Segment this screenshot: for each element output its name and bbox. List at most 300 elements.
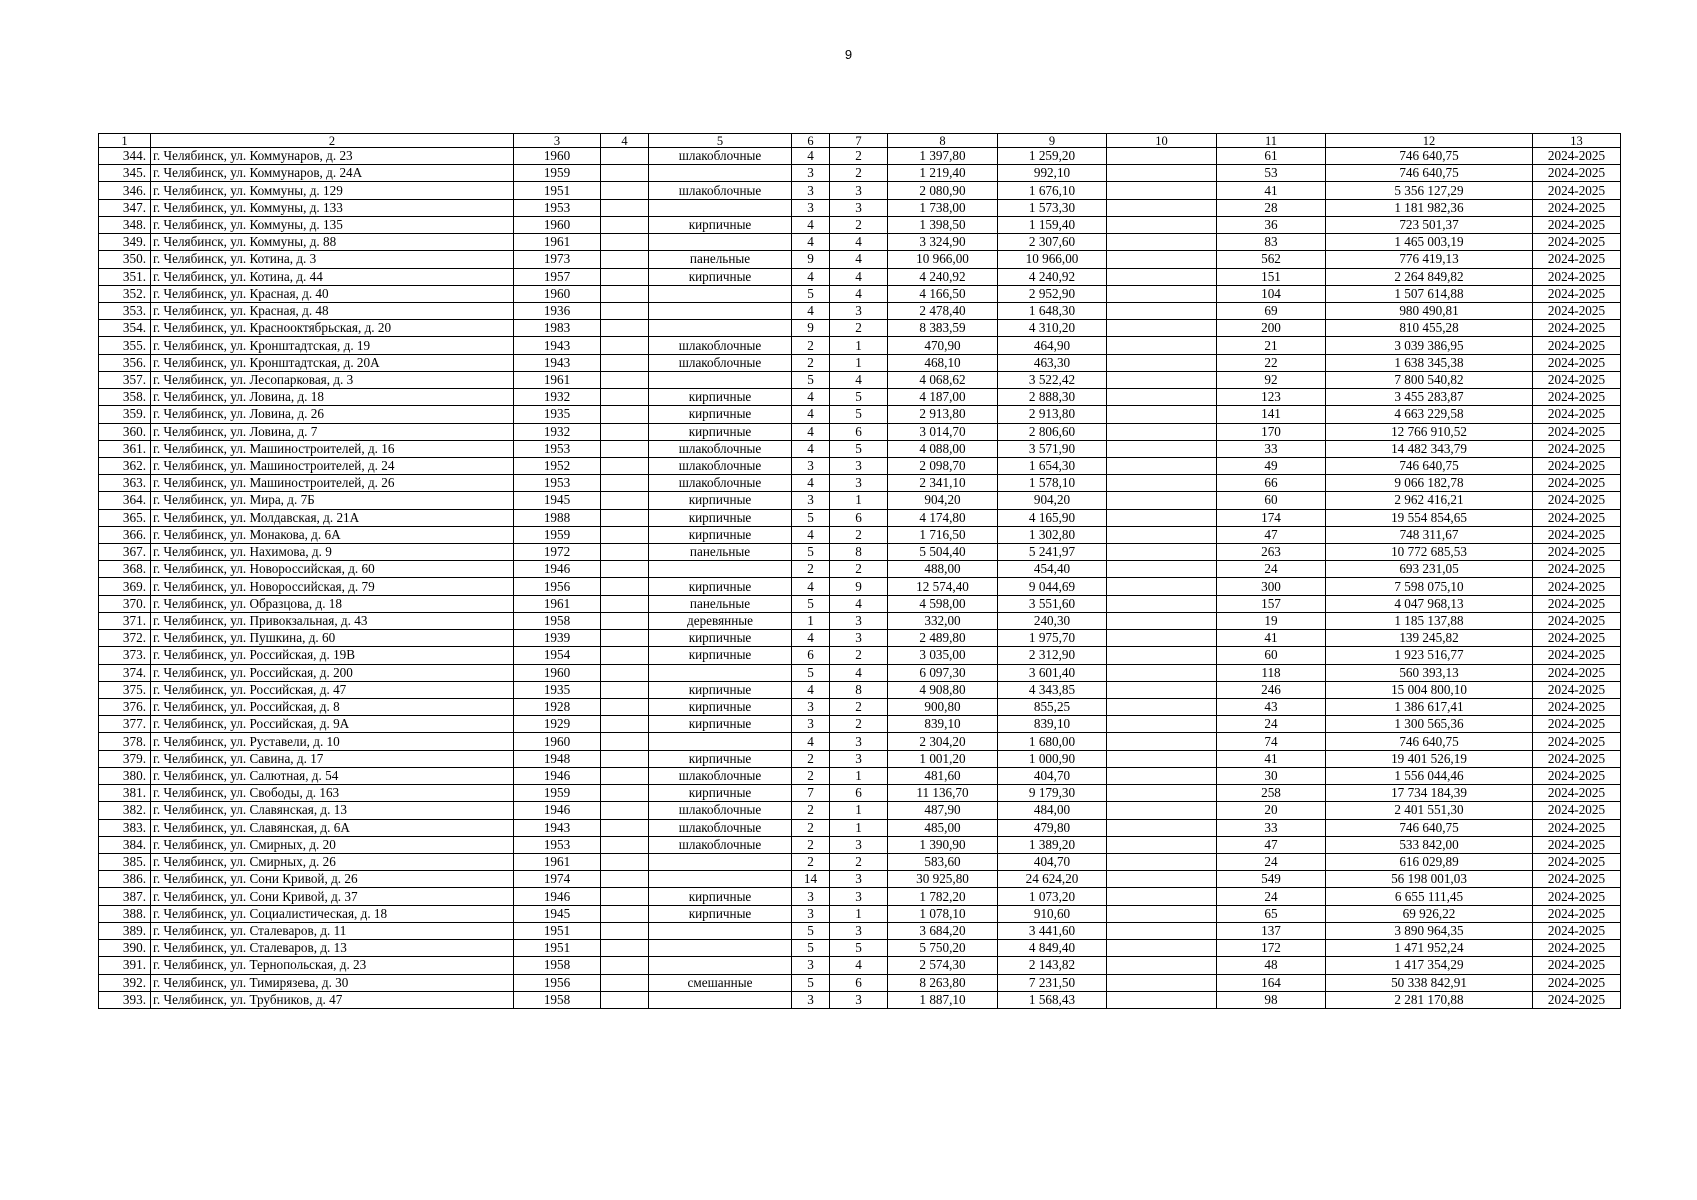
- cell-col-4: [601, 389, 649, 406]
- cell-col-4: [601, 251, 649, 268]
- cell-residents: 65: [1217, 905, 1326, 922]
- cell-period: 2024-2025: [1533, 647, 1621, 664]
- cell-total-area: 488,00: [888, 561, 998, 578]
- cell-address: г. Челябинск, ул. Смирных, д. 26: [151, 853, 514, 870]
- cell-period: 2024-2025: [1533, 354, 1621, 371]
- cell-living-area: 855,25: [998, 699, 1107, 716]
- cell-year-built: 1961: [514, 853, 601, 870]
- cell-residents: 151: [1217, 268, 1326, 285]
- cell-entrances: 1: [830, 337, 888, 354]
- cell-total-area: 1 397,80: [888, 148, 998, 165]
- cell-col-4: [601, 320, 649, 337]
- cell-floors: 4: [792, 526, 830, 543]
- cell-wall-material: шлакоблочные: [649, 457, 792, 474]
- cell-living-area: 904,20: [998, 492, 1107, 509]
- table-row: [99, 905, 1621, 922]
- cell-year-built: 1972: [514, 544, 601, 561]
- cell-row-number: 388.: [99, 905, 151, 922]
- cell-residents: 141: [1217, 406, 1326, 423]
- cell-cost: 616 029,89: [1326, 853, 1533, 870]
- cell-col-4: [601, 509, 649, 526]
- cell-row-number: 363.: [99, 475, 151, 492]
- cell-entrances: 1: [830, 802, 888, 819]
- table-row: [99, 526, 1621, 543]
- cell-period: 2024-2025: [1533, 767, 1621, 784]
- cell-row-number: 383.: [99, 819, 151, 836]
- cell-row-number: 387.: [99, 888, 151, 905]
- cell-living-area: 1 259,20: [998, 148, 1107, 165]
- cell-col-4: [601, 733, 649, 750]
- cell-row-number: 377.: [99, 716, 151, 733]
- cell-year-built: 1951: [514, 922, 601, 939]
- cell-year-built: 1959: [514, 165, 601, 182]
- cell-total-area: 470,90: [888, 337, 998, 354]
- cell-floors: 2: [792, 561, 830, 578]
- cell-address: г. Челябинск, ул. Трубников, д. 47: [151, 991, 514, 1008]
- cell-year-built: 1946: [514, 767, 601, 784]
- cell-living-area: 9 179,30: [998, 785, 1107, 802]
- cell-year-built: 1974: [514, 871, 601, 888]
- cell-row-number: 370.: [99, 595, 151, 612]
- cell-residents: 53: [1217, 165, 1326, 182]
- cell-period: 2024-2025: [1533, 234, 1621, 251]
- cell-row-number: 358.: [99, 389, 151, 406]
- cell-residents: 41: [1217, 750, 1326, 767]
- column-header: 11: [1217, 134, 1326, 148]
- cell-year-built: 1935: [514, 681, 601, 698]
- cell-total-area: 1 398,50: [888, 216, 998, 233]
- cell-residents: 19: [1217, 612, 1326, 629]
- cell-living-area: 992,10: [998, 165, 1107, 182]
- cell-col-10: [1107, 475, 1217, 492]
- cell-address: г. Челябинск, ул. Российская, д. 47: [151, 681, 514, 698]
- cell-col-4: [601, 630, 649, 647]
- cell-wall-material: кирпичные: [649, 750, 792, 767]
- cell-wall-material: панельные: [649, 595, 792, 612]
- cell-col-4: [601, 699, 649, 716]
- cell-living-area: 484,00: [998, 802, 1107, 819]
- cell-period: 2024-2025: [1533, 526, 1621, 543]
- cell-cost: 746 640,75: [1326, 733, 1533, 750]
- cell-row-number: 351.: [99, 268, 151, 285]
- cell-residents: 123: [1217, 389, 1326, 406]
- cell-cost: 723 501,37: [1326, 216, 1533, 233]
- table-row: [99, 767, 1621, 784]
- cell-residents: 200: [1217, 320, 1326, 337]
- cell-row-number: 376.: [99, 699, 151, 716]
- cell-period: 2024-2025: [1533, 148, 1621, 165]
- cell-total-area: 487,90: [888, 802, 998, 819]
- cell-period: 2024-2025: [1533, 905, 1621, 922]
- cell-address: г. Челябинск, ул. Кронштадтская, д. 19: [151, 337, 514, 354]
- cell-entrances: 5: [830, 406, 888, 423]
- cell-living-area: 1 648,30: [998, 302, 1107, 319]
- cell-floors: 4: [792, 578, 830, 595]
- cell-total-area: 3 035,00: [888, 647, 998, 664]
- table-row: [99, 819, 1621, 836]
- cell-cost: 693 231,05: [1326, 561, 1533, 578]
- cell-entrances: 4: [830, 371, 888, 388]
- cell-year-built: 1960: [514, 664, 601, 681]
- cell-col-4: [601, 182, 649, 199]
- cell-entrances: 4: [830, 234, 888, 251]
- cell-wall-material: [649, 234, 792, 251]
- cell-floors: 5: [792, 285, 830, 302]
- cell-col-10: [1107, 199, 1217, 216]
- cell-total-area: 5 750,20: [888, 940, 998, 957]
- cell-col-4: [601, 285, 649, 302]
- cell-period: 2024-2025: [1533, 251, 1621, 268]
- cell-entrances: 3: [830, 630, 888, 647]
- cell-living-area: 1 073,20: [998, 888, 1107, 905]
- page-number: 9: [844, 47, 853, 62]
- cell-total-area: 4 240,92: [888, 268, 998, 285]
- cell-cost: 533 842,00: [1326, 836, 1533, 853]
- cell-address: г. Челябинск, ул. Тернопольская, д. 23: [151, 957, 514, 974]
- cell-period: 2024-2025: [1533, 922, 1621, 939]
- cell-period: 2024-2025: [1533, 337, 1621, 354]
- cell-residents: 48: [1217, 957, 1326, 974]
- cell-total-area: 4 598,00: [888, 595, 998, 612]
- table-row: [99, 371, 1621, 388]
- cell-entrances: 3: [830, 475, 888, 492]
- table-row: [99, 182, 1621, 199]
- cell-period: 2024-2025: [1533, 612, 1621, 629]
- cell-wall-material: [649, 320, 792, 337]
- cell-entrances: 2: [830, 853, 888, 870]
- cell-entrances: 5: [830, 440, 888, 457]
- cell-entrances: 1: [830, 354, 888, 371]
- cell-cost: 1 471 952,24: [1326, 940, 1533, 957]
- cell-cost: 1 300 565,36: [1326, 716, 1533, 733]
- cell-living-area: 1 654,30: [998, 457, 1107, 474]
- cell-row-number: 380.: [99, 767, 151, 784]
- cell-cost: 14 482 343,79: [1326, 440, 1533, 457]
- cell-entrances: 9: [830, 578, 888, 595]
- cell-period: 2024-2025: [1533, 888, 1621, 905]
- cell-floors: 5: [792, 940, 830, 957]
- cell-residents: 41: [1217, 182, 1326, 199]
- table-row: [99, 991, 1621, 1008]
- cell-floors: 5: [792, 544, 830, 561]
- cell-col-10: [1107, 905, 1217, 922]
- cell-living-area: 2 312,90: [998, 647, 1107, 664]
- cell-total-area: 4 174,80: [888, 509, 998, 526]
- cell-row-number: 362.: [99, 457, 151, 474]
- cell-year-built: 1943: [514, 337, 601, 354]
- cell-row-number: 346.: [99, 182, 151, 199]
- cell-col-10: [1107, 957, 1217, 974]
- cell-living-area: 1 573,30: [998, 199, 1107, 216]
- cell-total-area: 5 504,40: [888, 544, 998, 561]
- cell-floors: 4: [792, 406, 830, 423]
- table-row: [99, 354, 1621, 371]
- cell-floors: 5: [792, 509, 830, 526]
- cell-cost: 7 598 075,10: [1326, 578, 1533, 595]
- cell-col-10: [1107, 234, 1217, 251]
- table-row: [99, 612, 1621, 629]
- cell-entrances: 1: [830, 819, 888, 836]
- cell-wall-material: [649, 664, 792, 681]
- table-row: [99, 148, 1621, 165]
- cell-residents: 258: [1217, 785, 1326, 802]
- cell-col-4: [601, 526, 649, 543]
- cell-total-area: 332,00: [888, 612, 998, 629]
- cell-address: г. Челябинск, ул. Савина, д. 17: [151, 750, 514, 767]
- cell-row-number: 374.: [99, 664, 151, 681]
- cell-period: 2024-2025: [1533, 561, 1621, 578]
- cell-col-10: [1107, 681, 1217, 698]
- cell-wall-material: кирпичные: [649, 268, 792, 285]
- cell-entrances: 2: [830, 165, 888, 182]
- column-header: 1: [99, 134, 151, 148]
- column-number-header-row: [99, 134, 1621, 148]
- cell-cost: 5 356 127,29: [1326, 182, 1533, 199]
- cell-row-number: 357.: [99, 371, 151, 388]
- column-header: 5: [649, 134, 792, 148]
- cell-total-area: 583,60: [888, 853, 998, 870]
- cell-total-area: 2 489,80: [888, 630, 998, 647]
- cell-living-area: 3 571,90: [998, 440, 1107, 457]
- cell-row-number: 384.: [99, 836, 151, 853]
- cell-address: г. Челябинск, ул. Салютная, д. 54: [151, 767, 514, 784]
- cell-year-built: 1946: [514, 561, 601, 578]
- cell-wall-material: [649, 922, 792, 939]
- cell-col-10: [1107, 544, 1217, 561]
- cell-entrances: 1: [830, 767, 888, 784]
- cell-wall-material: [649, 302, 792, 319]
- cell-entrances: 2: [830, 699, 888, 716]
- cell-entrances: 4: [830, 251, 888, 268]
- cell-cost: 1 185 137,88: [1326, 612, 1533, 629]
- table-row: [99, 871, 1621, 888]
- table-row: [99, 544, 1621, 561]
- cell-wall-material: [649, 940, 792, 957]
- cell-floors: 4: [792, 268, 830, 285]
- cell-row-number: 392.: [99, 974, 151, 991]
- cell-address: г. Челябинск, ул. Краснооктябрьская, д. 20: [151, 320, 514, 337]
- cell-row-number: 393.: [99, 991, 151, 1008]
- cell-floors: 4: [792, 302, 830, 319]
- cell-row-number: 359.: [99, 406, 151, 423]
- cell-cost: 1 638 345,38: [1326, 354, 1533, 371]
- cell-floors: 3: [792, 905, 830, 922]
- cell-total-area: 2 341,10: [888, 475, 998, 492]
- cell-col-4: [601, 957, 649, 974]
- cell-entrances: 4: [830, 595, 888, 612]
- cell-floors: 4: [792, 423, 830, 440]
- cell-floors: 4: [792, 216, 830, 233]
- cell-total-area: 10 966,00: [888, 251, 998, 268]
- cell-floors: 3: [792, 199, 830, 216]
- cell-living-area: 7 231,50: [998, 974, 1107, 991]
- cell-address: г. Челябинск, ул. Коммуны, д. 129: [151, 182, 514, 199]
- cell-address: г. Челябинск, ул. Российская, д. 19В: [151, 647, 514, 664]
- cell-year-built: 1988: [514, 509, 601, 526]
- cell-total-area: 6 097,30: [888, 664, 998, 681]
- cell-cost: 748 311,67: [1326, 526, 1533, 543]
- column-header: 3: [514, 134, 601, 148]
- cell-row-number: 361.: [99, 440, 151, 457]
- cell-entrances: 5: [830, 389, 888, 406]
- cell-address: г. Челябинск, ул. Коммунаров, д. 24А: [151, 165, 514, 182]
- cell-cost: 19 401 526,19: [1326, 750, 1533, 767]
- cell-period: 2024-2025: [1533, 371, 1621, 388]
- cell-col-4: [601, 234, 649, 251]
- cell-address: г. Челябинск, ул. Лесопарковая, д. 3: [151, 371, 514, 388]
- cell-living-area: 1 568,43: [998, 991, 1107, 1008]
- cell-living-area: 1 676,10: [998, 182, 1107, 199]
- cell-wall-material: кирпичные: [649, 406, 792, 423]
- cell-address: г. Челябинск, ул. Сони Кривой, д. 26: [151, 871, 514, 888]
- cell-floors: 3: [792, 165, 830, 182]
- cell-address: г. Челябинск, ул. Коммуны, д. 133: [151, 199, 514, 216]
- column-header: 6: [792, 134, 830, 148]
- cell-col-10: [1107, 630, 1217, 647]
- column-header: 9: [998, 134, 1107, 148]
- cell-col-4: [601, 595, 649, 612]
- cell-residents: 300: [1217, 578, 1326, 595]
- cell-period: 2024-2025: [1533, 440, 1621, 457]
- cell-year-built: 1932: [514, 389, 601, 406]
- cell-address: г. Челябинск, ул. Котина, д. 44: [151, 268, 514, 285]
- cell-entrances: 2: [830, 716, 888, 733]
- cell-cost: 746 640,75: [1326, 165, 1533, 182]
- cell-row-number: 373.: [99, 647, 151, 664]
- table-row: [99, 664, 1621, 681]
- cell-year-built: 1958: [514, 991, 601, 1008]
- cell-living-area: 10 966,00: [998, 251, 1107, 268]
- cell-year-built: 1961: [514, 371, 601, 388]
- cell-floors: 3: [792, 716, 830, 733]
- cell-residents: 172: [1217, 940, 1326, 957]
- cell-entrances: 3: [830, 888, 888, 905]
- table-row: [99, 595, 1621, 612]
- cell-period: 2024-2025: [1533, 733, 1621, 750]
- table-row: [99, 750, 1621, 767]
- table-row: [99, 681, 1621, 698]
- cell-living-area: 1 000,90: [998, 750, 1107, 767]
- cell-residents: 41: [1217, 630, 1326, 647]
- cell-cost: 980 490,81: [1326, 302, 1533, 319]
- cell-cost: 2 281 170,88: [1326, 991, 1533, 1008]
- cell-entrances: 3: [830, 922, 888, 939]
- cell-total-area: 30 925,80: [888, 871, 998, 888]
- cell-floors: 4: [792, 148, 830, 165]
- cell-wall-material: [649, 165, 792, 182]
- cell-col-10: [1107, 767, 1217, 784]
- cell-wall-material: [649, 957, 792, 974]
- cell-wall-material: панельные: [649, 544, 792, 561]
- cell-floors: 4: [792, 389, 830, 406]
- table-row: [99, 285, 1621, 302]
- cell-period: 2024-2025: [1533, 716, 1621, 733]
- table-row: [99, 561, 1621, 578]
- cell-cost: 139 245,82: [1326, 630, 1533, 647]
- column-header: 4: [601, 134, 649, 148]
- cell-col-10: [1107, 492, 1217, 509]
- cell-cost: 19 554 854,65: [1326, 509, 1533, 526]
- cell-floors: 3: [792, 888, 830, 905]
- table-row: [99, 630, 1621, 647]
- cell-col-10: [1107, 165, 1217, 182]
- cell-entrances: 2: [830, 526, 888, 543]
- cell-total-area: 12 574,40: [888, 578, 998, 595]
- cell-wall-material: [649, 853, 792, 870]
- cell-cost: 4 663 229,58: [1326, 406, 1533, 423]
- cell-year-built: 1973: [514, 251, 601, 268]
- cell-living-area: 2 806,60: [998, 423, 1107, 440]
- cell-col-4: [601, 337, 649, 354]
- cell-cost: 56 198 001,03: [1326, 871, 1533, 888]
- cell-entrances: 1: [830, 905, 888, 922]
- table-row: [99, 802, 1621, 819]
- table-row: [99, 199, 1621, 216]
- table-row: [99, 302, 1621, 319]
- cell-period: 2024-2025: [1533, 578, 1621, 595]
- cell-wall-material: кирпичные: [649, 785, 792, 802]
- cell-year-built: 1956: [514, 578, 601, 595]
- cell-living-area: 463,30: [998, 354, 1107, 371]
- cell-residents: 164: [1217, 974, 1326, 991]
- cell-wall-material: деревянные: [649, 612, 792, 629]
- cell-col-10: [1107, 526, 1217, 543]
- cell-living-area: 9 044,69: [998, 578, 1107, 595]
- cell-total-area: 11 136,70: [888, 785, 998, 802]
- cell-col-10: [1107, 251, 1217, 268]
- cell-year-built: 1952: [514, 457, 601, 474]
- cell-address: г. Челябинск, ул. Сталеваров, д. 11: [151, 922, 514, 939]
- cell-entrances: 3: [830, 302, 888, 319]
- cell-col-10: [1107, 836, 1217, 853]
- cell-living-area: 3 601,40: [998, 664, 1107, 681]
- cell-col-10: [1107, 991, 1217, 1008]
- cell-living-area: 4 310,20: [998, 320, 1107, 337]
- cell-year-built: 1953: [514, 440, 601, 457]
- cell-col-4: [601, 354, 649, 371]
- cell-floors: 9: [792, 251, 830, 268]
- table-row: [99, 457, 1621, 474]
- table-row: [99, 853, 1621, 870]
- cell-total-area: 4 166,50: [888, 285, 998, 302]
- cell-residents: 83: [1217, 234, 1326, 251]
- cell-period: 2024-2025: [1533, 320, 1621, 337]
- cell-period: 2024-2025: [1533, 957, 1621, 974]
- cell-year-built: 1960: [514, 216, 601, 233]
- cell-wall-material: панельные: [649, 251, 792, 268]
- cell-year-built: 1936: [514, 302, 601, 319]
- cell-col-10: [1107, 785, 1217, 802]
- cell-cost: 2 264 849,82: [1326, 268, 1533, 285]
- cell-row-number: 352.: [99, 285, 151, 302]
- cell-floors: 3: [792, 699, 830, 716]
- cell-floors: 4: [792, 733, 830, 750]
- cell-address: г. Челябинск, ул. Коммунаров, д. 23: [151, 148, 514, 165]
- cell-floors: 4: [792, 630, 830, 647]
- cell-col-4: [601, 664, 649, 681]
- cell-floors: 3: [792, 957, 830, 974]
- cell-cost: 50 338 842,91: [1326, 974, 1533, 991]
- cell-address: г. Челябинск, ул. Привокзальная, д. 43: [151, 612, 514, 629]
- cell-col-10: [1107, 509, 1217, 526]
- cell-residents: 263: [1217, 544, 1326, 561]
- cell-wall-material: шлакоблочные: [649, 819, 792, 836]
- cell-wall-material: смешанные: [649, 974, 792, 991]
- cell-period: 2024-2025: [1533, 991, 1621, 1008]
- table-row: [99, 165, 1621, 182]
- cell-period: 2024-2025: [1533, 165, 1621, 182]
- cell-residents: 61: [1217, 148, 1326, 165]
